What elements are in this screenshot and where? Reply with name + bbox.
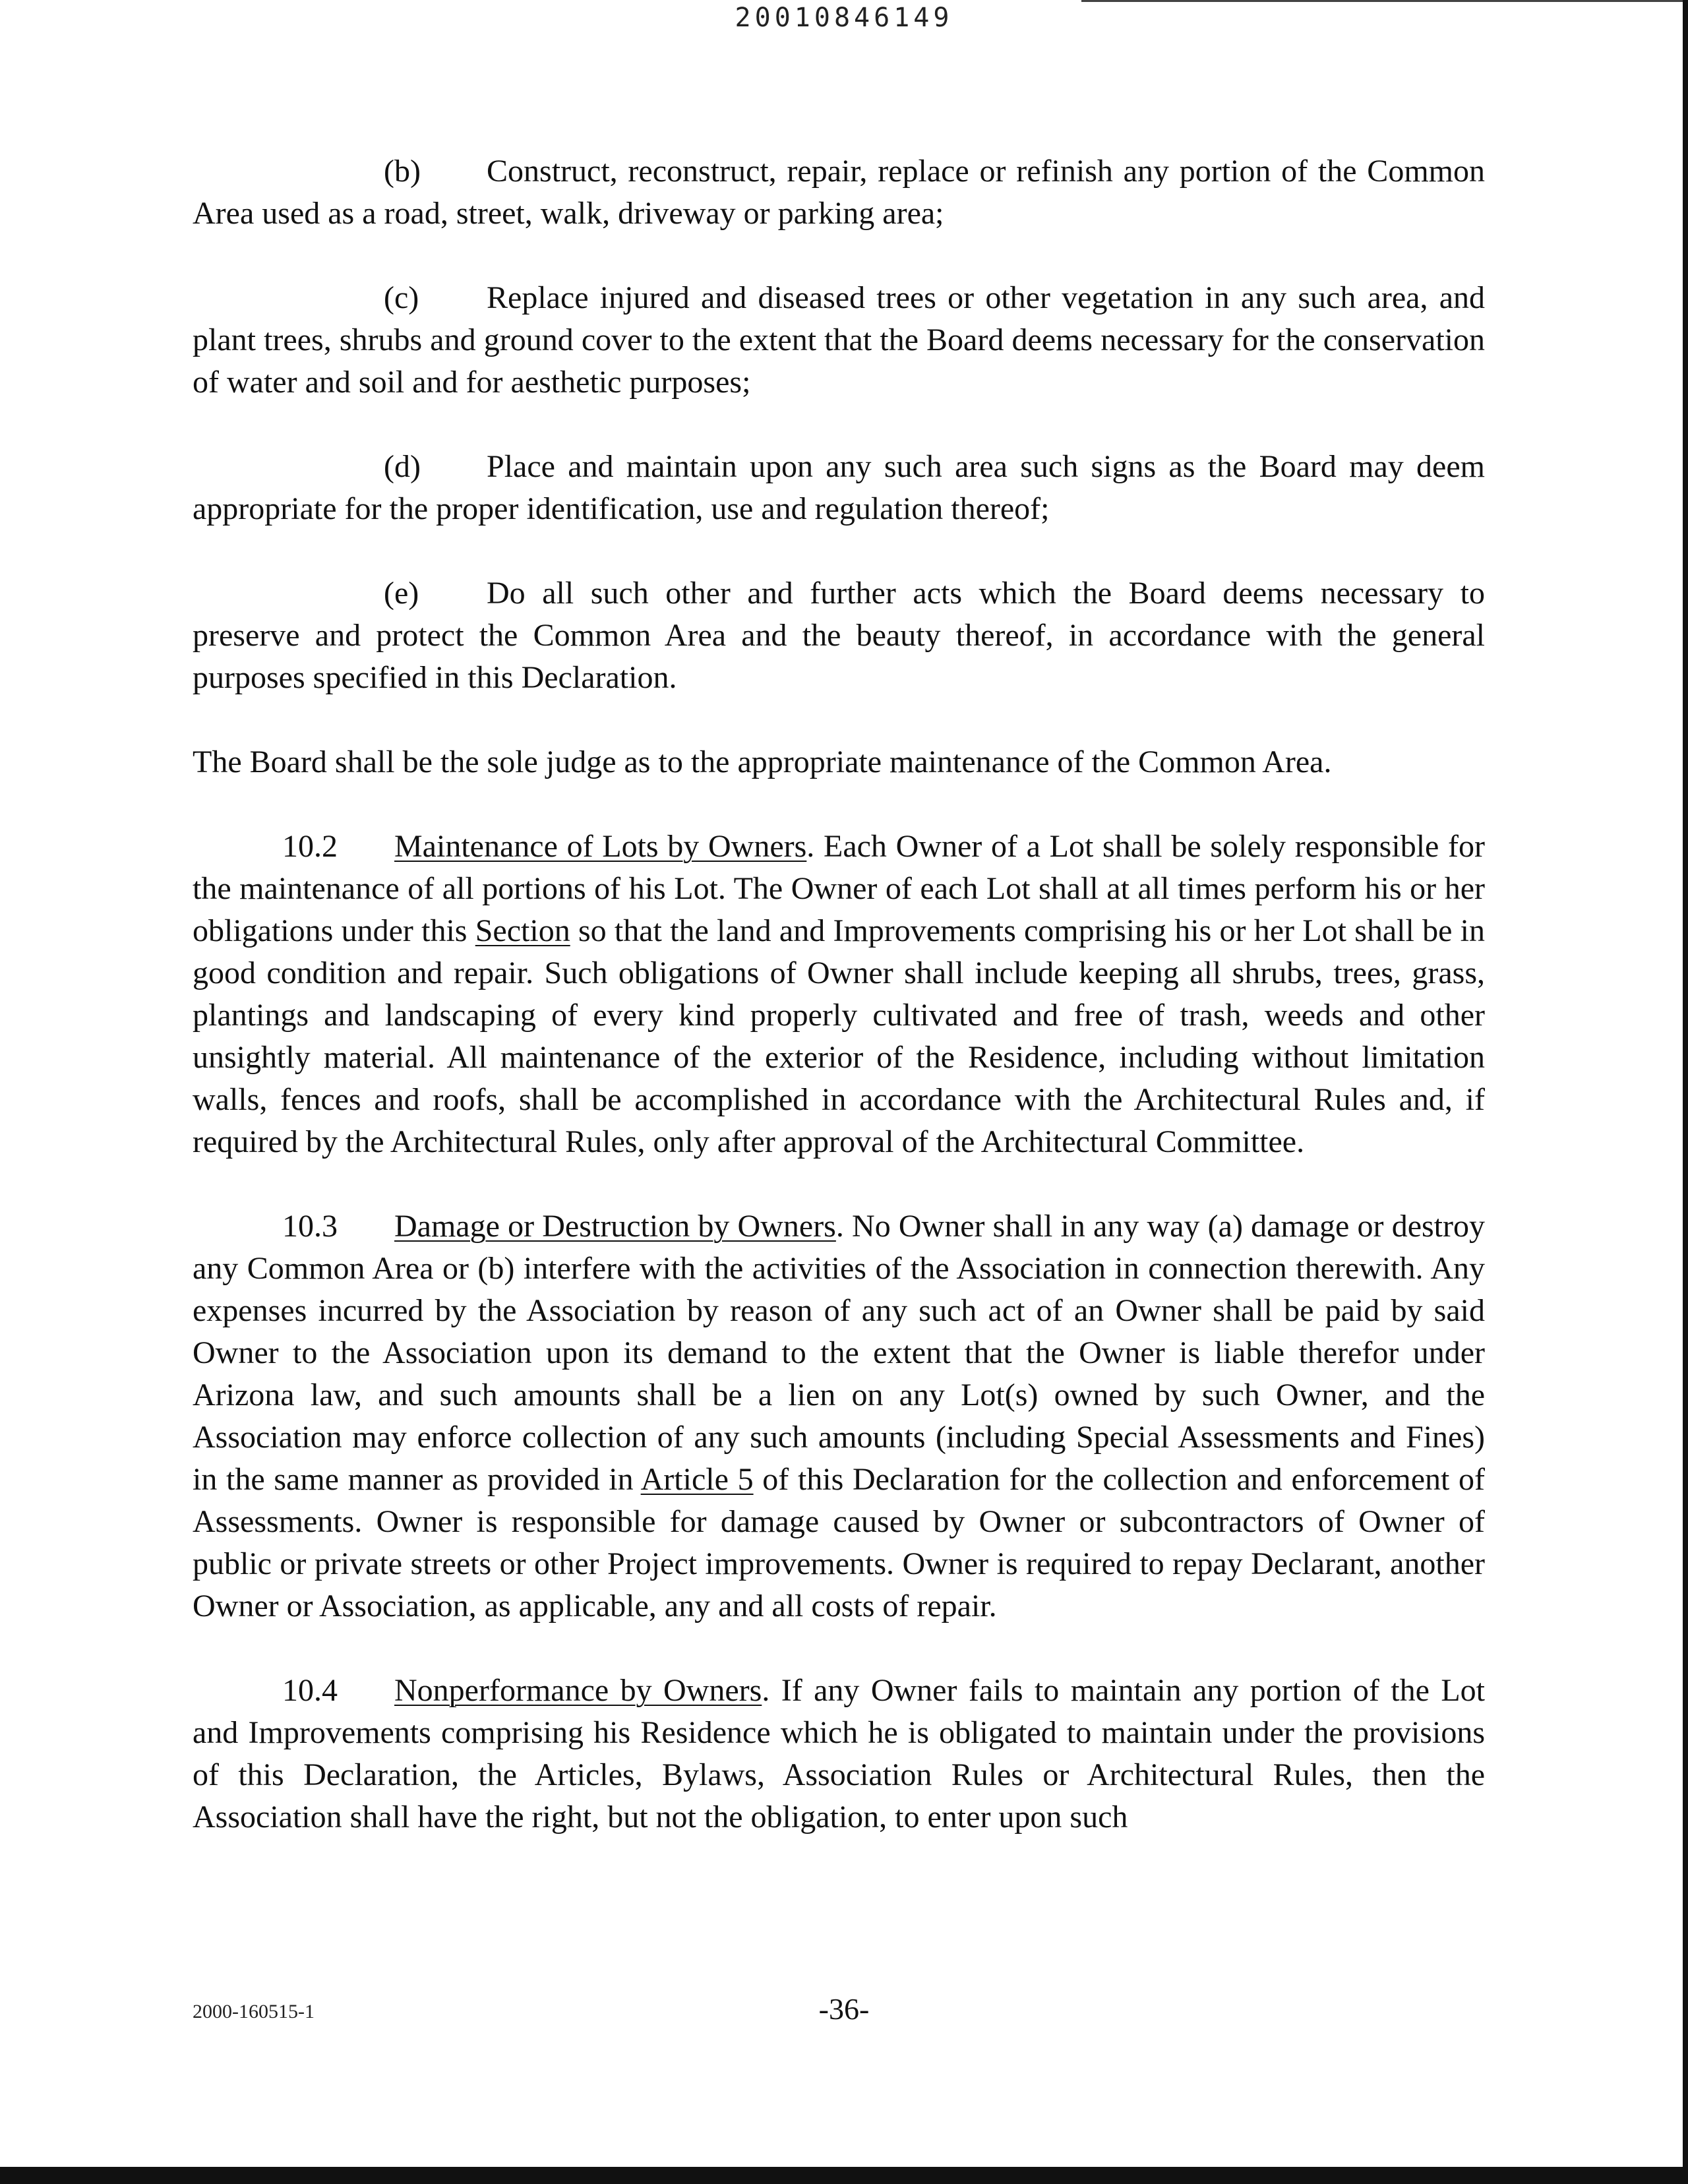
section-title: Maintenance of Lots by Owners	[394, 829, 807, 864]
item-text: Do all such other and further acts which the Board deems necessary to preserve and protect the Common Area and the beauty thereof, in accordance with the general purposes specified in this Declaration.	[193, 576, 1485, 695]
item-text: Place and maintain upon any such area such signs as the Board may deem appropriate for the proper identification, use and regulation thereof;	[193, 449, 1485, 526]
section-number: 10.3	[282, 1209, 338, 1244]
section-10-4	[193, 1670, 1485, 1838]
item-text: Replace injured and diseased trees or other vegetation in any such area, and plant trees, shrubs and ground cover to the extent that the Board deems necessary for the conservation of water and soil and for aesthetic purposes;	[193, 280, 1485, 400]
section-number: 10.4	[282, 1673, 338, 1708]
top-rule	[1081, 0, 1688, 2]
section-title: Nonperformance by Owners	[394, 1673, 762, 1708]
section-text: of this Declaration for the collection and enforcement of Assessments. Owner is responsible for damage caused by Owner or subcontractors of Owner of public or private streets or other Project improvements. Owner is required to repay Declarant, another Owner or Association, as applicable, any and all costs of repair.	[193, 1462, 1485, 1623]
scan-edge-bottom	[0, 2167, 1688, 2184]
closing-statement: The Board shall be the sole judge as to the appropriate maintenance of the Common Area.	[193, 744, 1332, 779]
document-body	[193, 150, 1485, 1881]
list-item	[193, 446, 1485, 530]
item-marker: (c)	[384, 280, 419, 315]
section-text: . If any Owner fails to maintain any portion of the Lot and Improvements comprising his Residence which he is obligated to maintain under the provisions of this Declaration, the Articles, Bylaws, Association Rules or Architectural Rules, then the Association shall have the right, but not the obligation, to enter upon such	[193, 1673, 1486, 1835]
article-reference: Article 5	[640, 1462, 754, 1497]
section-reference: Section	[475, 913, 570, 948]
item-marker: (d)	[384, 449, 421, 484]
scan-edge-right	[1683, 0, 1688, 2184]
section-text: . No Owner shall in any way (a) damage or destroy any Common Area or (b) interfere with the activities of the Association in connection therewith. Any expenses incurred by the Association by reason of any such act of an Owner shall be paid by said Owner to the Association upon its demand to the extent that the Owner is liable therefor under Arizona law, and such amounts shall be a lien on any Lot(s) owned by such Owner, and the Association may enforce collection of any such amounts (including Special Assessments and Fines) in the same manner as provided in	[193, 1209, 1486, 1497]
section-title: Damage or Destruction by Owners	[394, 1209, 836, 1244]
section-10-2	[193, 826, 1485, 1163]
item-marker: (b)	[384, 154, 421, 189]
section-number: 10.2	[282, 829, 338, 864]
footer-document-id: 2000-160515-1	[193, 2001, 315, 2022]
item-text: Construct, reconstruct, repair, replace or refinish any portion of the Common Area used as a road, street, walk, driveway or parking area;	[193, 154, 1485, 231]
section-10-3	[193, 1205, 1485, 1627]
list-item	[193, 150, 1485, 235]
section-text: so that the land and Improvements comprising his or her Lot shall be in good condition and repair. Such obligations of Owner shall include keeping all shrubs, trees, grass, plantings and landscaping of every kind properly cultivated and free of trash, weeds and other unsightly material. All maintenance of the exterior of the Residence, including without limitation walls, fences and roofs, shall be accomplished in accordance with the Architectural Rules and, if required by the Architectural Rules, only after approval of the Architectural Committee.	[193, 913, 1485, 1159]
section-text: . Each Owner of a Lot shall be solely responsible for the maintenance of all portions of his Lot. The Owner of each Lot shall at all times perform his or her obligations under this	[193, 829, 1485, 948]
page-number: -36-	[818, 1992, 870, 2026]
list-item	[193, 572, 1485, 699]
recording-number: 20010846149	[735, 3, 953, 33]
item-marker: (e)	[384, 576, 419, 611]
list-item	[193, 277, 1485, 404]
